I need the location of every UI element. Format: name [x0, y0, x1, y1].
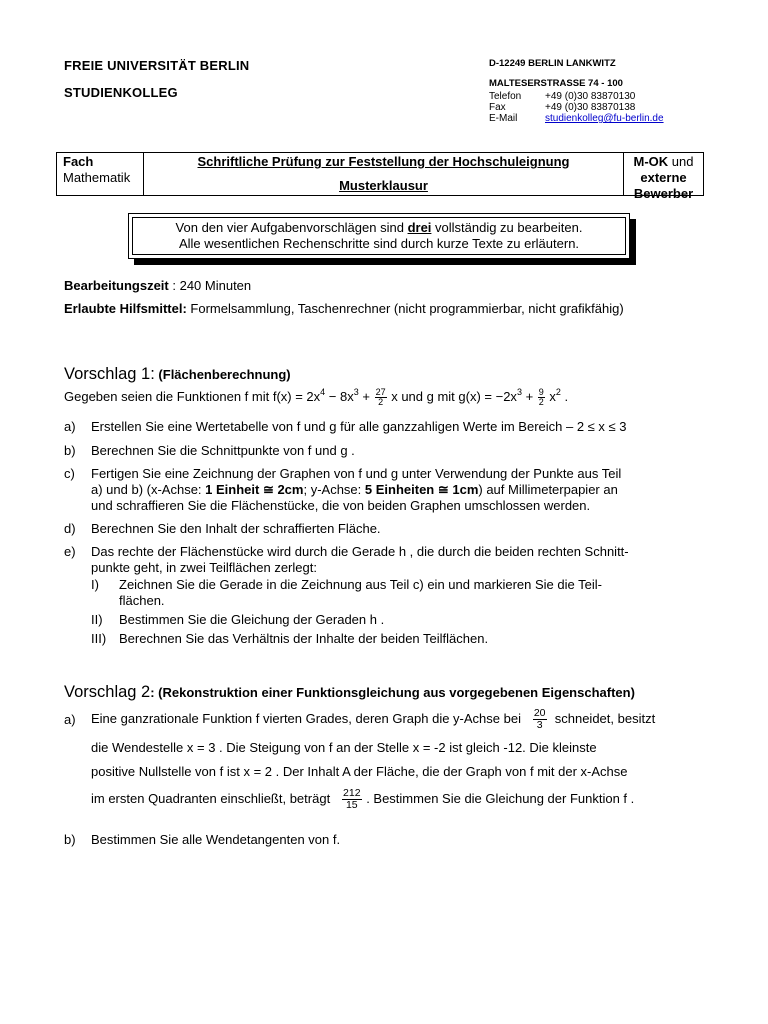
time-value: : 240 Minuten	[168, 278, 252, 293]
v2-task-a-line-1	[91, 705, 655, 733]
c-text: a) und b) (x-Achse:	[91, 482, 206, 497]
subject-cell	[57, 153, 144, 195]
v1-task-d-label: d)	[64, 521, 76, 536]
v1-task-e1-label: I)	[91, 577, 99, 592]
notice-text-pre: Von den vier Aufgabenvorschlägen sind	[175, 220, 408, 235]
notice-inner	[132, 217, 626, 255]
v1-task-e3-label: III)	[91, 631, 107, 646]
v1-task-e2: Bestimmen Sie die Gleichung der Geraden h .	[119, 612, 385, 627]
v2-heading	[64, 683, 635, 702]
v1-task-c-label: c)	[64, 466, 75, 481]
v1-intro	[64, 388, 568, 407]
notice-line-1	[133, 220, 625, 236]
street-address: MALTESERSTRASSE 74 - 100	[489, 78, 623, 89]
v1-subtitle: (Flächenberechnung)	[154, 367, 291, 382]
exponent: 2	[555, 386, 561, 397]
fraction-denominator: 2	[378, 397, 384, 407]
v2-a-text: Eine ganzrationale Funktion f vierten Grades, deren Graph die y-Achse bei	[91, 711, 521, 726]
fraction-denominator: 3	[536, 719, 543, 732]
exponent: 4	[320, 386, 326, 397]
v1-task-b-label: b)	[64, 443, 76, 458]
v1-task-a: Erstellen Sie eine Wertetabelle von f und g für alle ganzzahligen Werte im Bereich – 2 ≤ x ≤ 3	[91, 419, 627, 434]
v1-task-e1-line-2: flächen.	[119, 593, 165, 608]
postal-address: D-12249 BERLIN LANKWITZ	[489, 58, 616, 69]
email-label: E-Mail	[489, 113, 518, 124]
fraction-numerator: 20	[533, 707, 546, 720]
notice-line-2: Alle wesentlichen Rechenschritte sind durch kurze Texte zu erläutern.	[178, 236, 580, 251]
v1-heading	[64, 365, 291, 384]
v2-a-text: . Bestimmen Sie die Gleichung der Funktion f .	[366, 791, 635, 806]
v1-title: Vorschlag 1:	[64, 365, 155, 383]
exponent: 3	[516, 386, 522, 397]
notice-text-post: vollständig zu bearbeiten.	[431, 220, 583, 235]
v1-task-e-label: e)	[64, 544, 76, 559]
fax-label: Fax	[489, 102, 506, 113]
v1-task-e2-label: II)	[91, 612, 103, 627]
fraction	[375, 388, 387, 407]
v1-task-c-line-3: und schraffieren Sie die Flächenstücke, die von beiden Graphen umschlossen werden.	[91, 498, 591, 513]
y-scale: 5 Einheiten ≅ 1cm	[364, 482, 479, 497]
exam-subtitle: Musterklausur	[339, 178, 428, 193]
aids-line	[64, 301, 624, 316]
fax-line	[489, 102, 635, 113]
v2-task-a-label: a)	[64, 712, 76, 727]
phone-number: +49 (0)30 83870130	[545, 91, 636, 102]
c-text: ) auf Millimeterpapier an	[478, 482, 618, 497]
v1-task-b: Berechnen Sie die Schnittpunkte von f und g .	[91, 443, 355, 458]
exam-title-cell	[144, 153, 624, 195]
v1-task-d: Berechnen Sie den Inhalt der schraffierten Fläche.	[91, 521, 381, 536]
v1-f-mid: − 8x	[325, 388, 354, 404]
v2-task-a-line-2: die Wendestelle x = 3 . Die Steigung von f an der Stelle x = -2 ist gleich -12. Die kleinste	[91, 740, 597, 755]
v2-task-b-label: b)	[64, 832, 76, 847]
v1-task-e-line-1: Das rechte der Flächenstücke wird durch die Gerade h , die durch die beiden rechten Schnitt-	[91, 544, 629, 559]
v1-task-e3: Berechnen Sie das Verhältnis der Inhalte der beiden Teilflächen.	[119, 631, 489, 646]
department-name: STUDIENKOLLEG	[64, 85, 178, 100]
v2-task-a-line-4	[91, 785, 634, 813]
notice-box	[128, 213, 630, 259]
aids-value: Formelsammlung, Taschenrechner (nicht programmierbar, nicht grafikfähig)	[186, 301, 624, 316]
v1-task-e1-line-1: Zeichnen Sie die Gerade in die Zeichnung aus Teil c) ein und markieren Sie die Teil-	[119, 577, 602, 592]
exam-title: Schriftliche Prüfung zur Feststellung der Hochschuleignung	[197, 154, 570, 169]
subject-table	[56, 152, 704, 201]
fraction-numerator: 212	[343, 787, 361, 800]
v2-task-a-line-3: positive Nullstelle von f ist x = 2 . Der Inhalt A der Fläche, die der Graph von f mit der x-Achse	[91, 764, 628, 779]
v1-task-c-line-1: Fertigen Sie eine Zeichnung der Graphen von f und g unter Verwendung der Punkte aus Teil	[91, 466, 622, 481]
aids-label: Erlaubte Hilfsmittel:	[64, 301, 187, 316]
v1-task-a-label: a)	[64, 419, 76, 434]
phone-line	[489, 91, 635, 102]
plus-sign: +	[521, 388, 537, 404]
v1-g-end: .	[560, 388, 569, 404]
phone-label: Telefon	[489, 91, 522, 102]
subject-value: Mathematik	[63, 170, 131, 185]
fraction	[538, 388, 545, 407]
v2-subtitle: : (Rekonstruktion einer Funktionsgleichung aus vorgegebenen Eigenschaften)	[150, 685, 635, 700]
fraction-numerator: 27	[375, 387, 386, 397]
university-name: FREIE UNIVERSITÄT BERLIN	[64, 58, 250, 73]
target-line-2: externe Bewerber	[633, 170, 694, 201]
fax-number: +49 (0)30 83870138	[545, 102, 636, 113]
exponent: 3	[353, 386, 359, 397]
target-bold: M-OK	[633, 154, 669, 169]
c-text: ; y-Achse:	[303, 482, 365, 497]
target-group-cell	[624, 153, 703, 201]
fraction	[533, 708, 547, 731]
time-line	[64, 278, 251, 293]
time-label: Bearbeitungszeit	[64, 278, 169, 293]
v1-intro-text: Gegeben seien die Funktionen f mit f(x) = 2x	[64, 388, 321, 404]
v1-task-e-line-2: punkte geht, in zwei Teilflächen zerlegt:	[91, 560, 317, 575]
target-rest: und	[668, 154, 694, 169]
subject-label: Fach	[63, 154, 94, 169]
fraction-denominator: 2	[538, 397, 544, 407]
fraction-denominator: 15	[345, 799, 358, 812]
v1-f-end: x und g mit g(x) = −2x	[387, 388, 517, 404]
plus-sign: +	[358, 388, 374, 404]
v2-task-b: Bestimmen Sie alle Wendetangenten von f.	[91, 832, 341, 847]
v2-a-text: im ersten Quadranten einschließt, beträgt	[91, 791, 331, 806]
email-line	[489, 113, 664, 124]
email-link[interactable]: studienkolleg@fu-berlin.de	[545, 113, 664, 124]
target-line-1	[624, 154, 703, 170]
fraction	[342, 788, 362, 811]
v1-task-c-line-2	[91, 482, 618, 498]
v2-title: Vorschlag 2	[64, 683, 151, 701]
x-scale: 1 Einheit ≅ 2cm	[205, 482, 304, 497]
fraction-numerator: 9	[538, 387, 544, 397]
v2-a-text: schneidet, besitzt	[554, 711, 656, 726]
v1-g-x: x	[545, 388, 556, 404]
notice-emphasis: drei	[407, 220, 432, 235]
